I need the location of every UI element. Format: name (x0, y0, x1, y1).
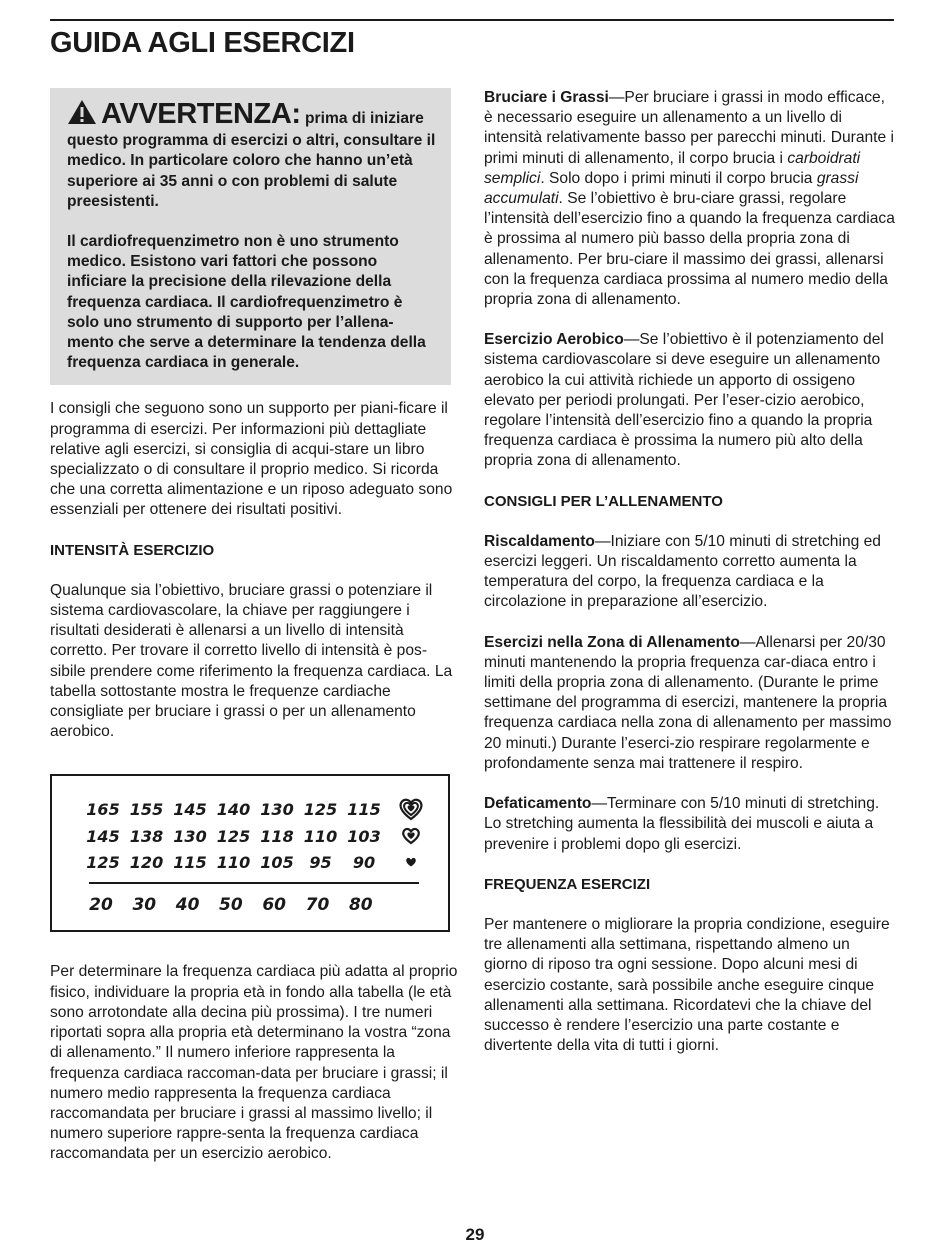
age-value: 80 (348, 895, 373, 916)
warmup-text: —Iniziare con 5/10 minuti di stretching ed esercizi leggeri. Un riscaldamento corretto aumenta la temperatura del corpo, la frequenza cardiaca e la circolazione in preparazione all’esercizio. (484, 532, 881, 611)
cooldown-lead: Defaticamento (484, 795, 592, 813)
left-column (50, 88, 458, 1165)
zone-paragraph: Per determinare la frequenza cardiaca più adatta al proprio fisico, individuare la propria età in fondo alla tabella (le età sono arrotondate alla decina più prossima). I tre numeri riportati sopra alla propria età determinano la vostra “zona di allenamento.” Il numero inferiore rappresenta la frequenza cardiaca raccoman-data per bruciare i grassi; il numero medio rappresenta la frequenza cardiaca raccomandata per bruciare i grassi al massimo livello; il numero superiore rappre-senta la frequenza cardiaca raccomandata per un esercizio aerobico. (50, 963, 458, 1163)
hr-value: 130 (173, 827, 207, 847)
hr-value: 125 (216, 827, 251, 847)
page-title: GUIDA AGLI ESERCIZI (50, 27, 355, 59)
hr-value: 115 (347, 800, 381, 820)
table-divider (89, 882, 419, 884)
aerobic-lead: Esercizio Aerobico (484, 331, 624, 349)
hr-value: 145 (173, 800, 207, 820)
right-column (484, 88, 896, 1056)
hr-row (85, 853, 445, 877)
cooldown-text: —Terminare con 5/10 minuti di stretching. Lo stretching aumenta la flessibilità dei muscoli e aiuta a prevenire i problemi dopo gli esercizi. (484, 795, 880, 853)
age-value: 20 (89, 895, 113, 916)
zone-training-text: —Allenarsi per 20/30 minuti mantenendo la propria frequenza car-diaca entro i limiti della propria zona di allenamento. (Durante le prime settimane del programma di esercizi, mantenere la propria frequenza cardiaca nella zona di allenamento per massimo 20 minuti.) Durante l’eserci-zio respirare regolarmente e profondamente senza mai trattenere il respiro. (484, 633, 892, 772)
age-value: 30 (132, 895, 157, 916)
warning-text-1: iniziare questo programma di esercizi o altri, consultare il medico. In particolare coloro che hanno un’età superiore ai 35 anni o con problemi di salute preesistenti. (67, 110, 436, 210)
hr-value: 125 (303, 800, 338, 820)
warmup-lead: Riscaldamento (484, 532, 595, 550)
hr-value: 125 (86, 853, 120, 873)
hr-value: 138 (129, 827, 164, 847)
hr-row (85, 800, 445, 824)
heart-medium-icon (398, 824, 424, 852)
hr-value: 90 (352, 853, 376, 873)
frequency-paragraph: Per mantenere o migliorare la propria condizione, eseguire tre allenamenti alla settimana, rispettando almeno un giorno di riposo tra ogni sessione. Dopo alcuni mesi di esercizio costante, sarà possibile anche eseguire cinque allenamenti alla settimana. Ricordatevi che la chiave del successo è rendere l’esercizio una parte costante e divertente della vita di tutti i giorni. (484, 915, 890, 1055)
intensity-paragraph: Qualunque sia l’obiettivo, bruciare grassi o potenziare il sistema cardiovascolare, la chiave per raggiungere i risultati desiderati è allenarsi a un livello di intensità corretto. Per trovare il corretto livello di intensità è pos-sibile prendere come riferimento la frequenza cardiaca. La tabella sottostante mostra le frequenze cardiache consigliate per bruciare i grassi o per un allenamento aerobico. (50, 581, 453, 741)
cooldown-paragraph (484, 794, 896, 855)
warmup-paragraph (484, 532, 896, 613)
burn-text-b: . Solo dopo i primi minuti il corpo brucia (540, 169, 817, 187)
warning-paragraph-1 (67, 97, 437, 212)
hr-value: 105 (260, 853, 294, 873)
burn-italic-a: carboidrati semplici (484, 149, 861, 187)
hr-value: 115 (173, 853, 207, 873)
tips-heading: CONSIGLI PER L’ALLENAMENTO (484, 492, 723, 510)
age-value: 40 (175, 895, 200, 916)
aerobic-paragraph (484, 330, 896, 471)
hr-value: 155 (129, 800, 164, 820)
age-value: 50 (219, 895, 243, 916)
heart-rate-table (50, 774, 450, 932)
hr-value: 145 (86, 827, 120, 847)
warning-label: AVVERTENZA: (101, 98, 301, 130)
hr-value: 110 (216, 853, 251, 873)
zone-training-paragraph (484, 633, 896, 774)
warning-box (50, 88, 451, 385)
hr-value: 130 (260, 800, 294, 820)
burn-lead: Bruciare i Grassi (484, 89, 609, 106)
burn-italic-b: grassi accumulati (484, 169, 859, 208)
top-rule (50, 19, 894, 21)
hr-value: 120 (129, 853, 164, 873)
frequency-heading: FREQUENZA ESERCIZI (484, 875, 651, 893)
hr-value: 110 (303, 827, 338, 847)
aerobic-text: —Se l’obiettivo è il potenziamento del sistema cardiovascolare si deve eseguire un allenamento aerobico la cui attività richiede un apporto di ossigeno elevato per periodi prolungati. Per l’eser-cizio aerobico, regolare l’intensità dell’esercizio fino a quando la propria frequenza cardiaca è prossima la numero più alto della propria zona di allenamento. (484, 331, 884, 470)
heart-small-icon (398, 850, 424, 878)
warning-paragraph-2: Il cardiofrequenzimetro non è uno strumento medico. Esistono vari fattori che possono inficiare la precisione della rilevazione della frequenza cardiaca. Il cardiofrequenzimetro è solo uno strumento di supporto per l’allena-mento che serve a determinare la tendenza della frequenza cardiaca in generale. (67, 233, 426, 372)
page-number: 29 (465, 1225, 485, 1244)
burn-text-c: . Se l’obiettivo è bru-ciare grassi, regolare l’intensità dell’esercizio fino a quando la frequenza cardiaca è prossima al numero più basso della propria zona di allenamento. Per bru-ciare il massimo dei grassi, allenarsi con la frequenza cardiaca prossima al numero medio della propria zona di allenamento. (484, 190, 895, 309)
hr-value: 140 (216, 800, 251, 820)
burn-paragraph (484, 88, 896, 310)
intro-paragraph: I consigli che seguono sono un supporto per piani-ficare il programma di esercizi. Per informazioni più dettagliate relative agli esercizi, si consiglia di acqui-stare un libro specializzato o di consultare il proprio medico. Si ricorda che una corretta alimentazione e un riposo adeguato sono essenziali per ottenere dei risultati positivi. (50, 400, 453, 519)
hr-value: 165 (86, 800, 120, 820)
burn-text-a: —Per bruciare i grassi in modo efficace, è necessario eseguire un allenamento a un livello di intensità relativamente basso per parecchi minuti. Durante i primi minuti di allenamento, il corpo brucia i (484, 89, 894, 167)
warning-triangle-icon (67, 99, 97, 131)
zone-training-lead: Esercizi nella Zona di Allenamento (484, 633, 740, 651)
heart-large-icon (398, 797, 424, 825)
hr-value: 118 (260, 827, 294, 847)
intensity-heading: INTENSITÀ ESERCIZIO (50, 541, 215, 559)
age-value: 60 (262, 895, 287, 916)
hr-value: 103 (347, 827, 381, 847)
hr-value: 95 (309, 853, 332, 873)
warning-lead: prima di (305, 110, 366, 127)
hr-row (85, 827, 445, 851)
age-value: 70 (305, 895, 330, 916)
